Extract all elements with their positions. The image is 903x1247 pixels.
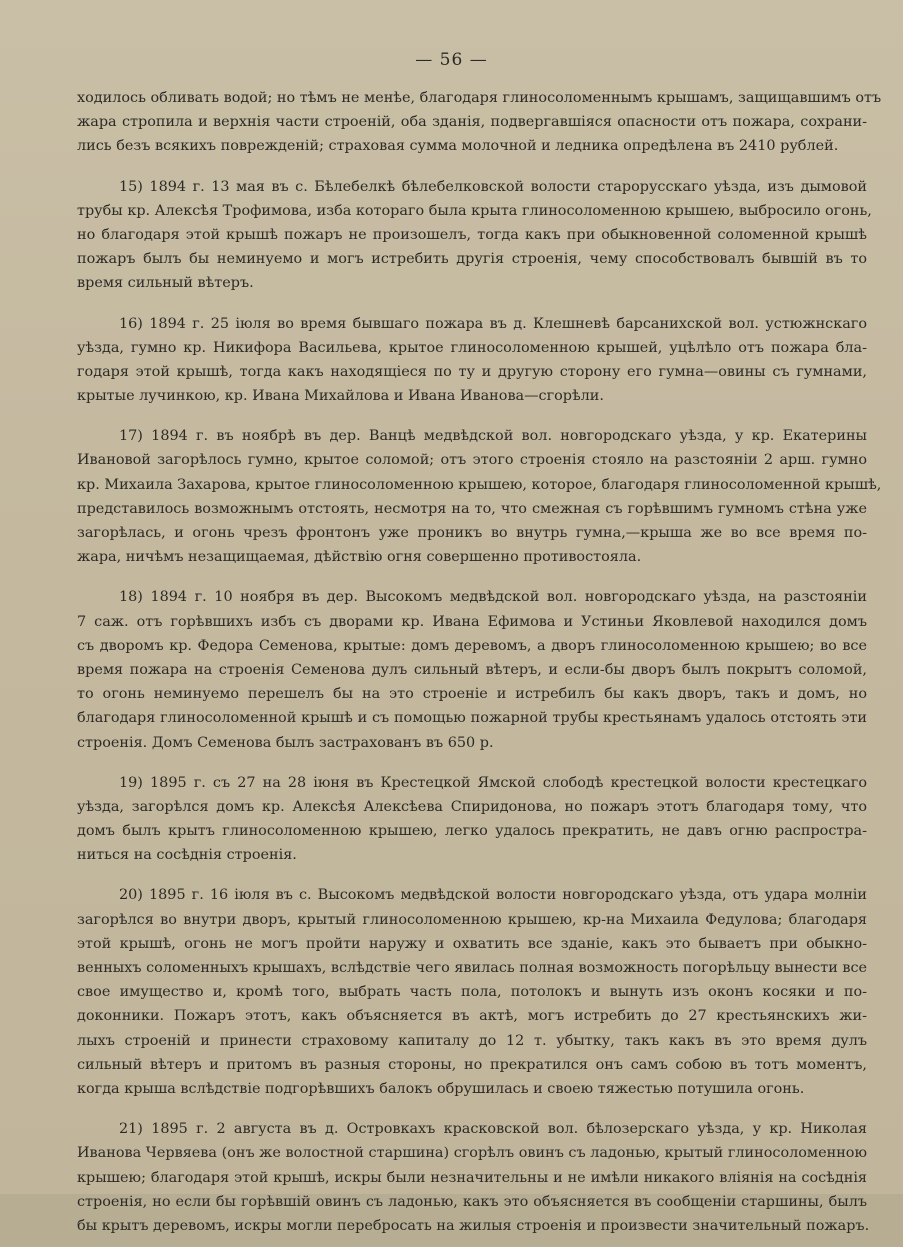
text-line: бы крытъ деревомъ, искры могли перебросать на жилыя строенія и произвести значительный пожаръ. (77, 1217, 870, 1234)
paragraph (77, 771, 867, 868)
text-line: лыхъ строеній и принести страховому капиталу до 12 т. убытку, такъ какъ въ это время дулъ (77, 1032, 867, 1049)
text-line: загорѣлась, и огонь чрезъ фронтонъ уже проникъ во внутрь гумна,—крыша же во все время по- (77, 525, 867, 541)
text-line: уѣзда, загорѣлся домъ кр. Алексѣя Алексѣева Спиридонова, но пожаръ этотъ благодаря тому, что (77, 798, 867, 815)
text-line: ниться на сосѣднія строенія. (77, 847, 297, 864)
text-line: 19) 1895 г. съ 27 на 28 іюня въ Крестецкой Ямской слободѣ крестецкой волости крестецкаго (119, 774, 867, 791)
text-line: трубы кр. Алексѣя Трофимова, изба котораго была крыта глиносоломенною крышею, выбросило огонь, (77, 202, 872, 219)
text-line: 21) 1895 г. 2 августа въ д. Островкахъ красковской вол. бѣлозерскаго уѣзда, у кр. Николая (119, 1121, 867, 1138)
text-line: строенія, но если бы горѣвшій овинъ съ ладонью, какъ это объясняется въ сообщеніи старшины, былъ (77, 1193, 867, 1210)
text-line: уѣзда, гумно кр. Никифора Васильева, крытое глиносоломенною крышей, уцѣлѣло отъ пожара бла- (77, 339, 867, 356)
text-line: жара стропила и верхнія части строеній, оба зданія, подвергавшіяся опасности отъ пожара, сохрани- (77, 114, 867, 131)
text-line: лись безъ всякихъ поврежденій; страховая сумма молочной и ледника опредѣлена въ 2410 рублей. (77, 138, 839, 155)
text-line: ходилось обливать водой; но тѣмъ не менѣе, благодаря глиносоломеннымъ крышамъ, защищавшимъ отъ (77, 90, 882, 106)
text-line: крытые лучинкою, кр. Ивана Михайлова и Ивана Иванова—сгорѣли. (77, 388, 604, 405)
text-line: этой крышѣ, огонь не могъ пройти наружу и охватить все зданіе, какъ это бываетъ при обыкно- (77, 935, 867, 952)
text-line: строенія. Домъ Семенова былъ застрахованъ въ 650 р. (77, 734, 494, 751)
text-line: время пожара на строенія Семенова дулъ сильный вѣтеръ, и если-бы дворъ былъ покрытъ соломой, (77, 661, 867, 678)
text-line: то огонь неминуемо перешелъ бы на это строеніе и истребилъ бы какъ дворъ, такъ и домъ, но (77, 686, 867, 703)
text-line: Ивановой загорѣлось гумно, крытое соломой; отъ этого строенія стояло на разстояніи 2 арш. гумно (77, 452, 867, 469)
text-line: но благодаря этой крышѣ пожаръ не произошелъ, тогда какъ при обыкновенной соломенной крышѣ (77, 226, 867, 243)
text-line: годаря этой крышѣ, тогда какъ находящіеся по ту и другую сторону его гумна—овины съ гумнами, (77, 363, 867, 380)
paragraph (77, 86, 882, 159)
text-line: крышею; благодаря этой крышѣ, искры были незначительны и не имѣли никакого вліянія на сосѣднія (77, 1169, 867, 1186)
text-line: пожаръ былъ бы неминуемо и могъ истребить другія строенія, чему способствовалъ бывшій въ то (77, 251, 867, 268)
paragraph (77, 175, 872, 296)
text-line: загорѣлся во внутри дворъ, крытый глиносоломенною крышею, кр-на Михаила Федулова; благодаря (77, 911, 867, 928)
text-line: 18) 1894 г. 10 ноября въ дер. Высокомъ медвѣдской вол. новгородскаго уѣзда, на разстояніи (119, 589, 867, 606)
paragraph (77, 585, 867, 754)
text-line: жара, ничѣмъ незащищаемая, дѣйствію огня совершенно противостояла. (77, 549, 642, 566)
text-line: Иванова Червяева (онъ же волостной старшина) сгорѣлъ овинъ съ ладонью, крытый глиносоломенною (77, 1145, 867, 1162)
text-line: 7 саж. отъ горѣвшихъ избъ съ дворами кр. Ивана Ефимова и Устиньи Яковлевой находился домъ (77, 613, 867, 630)
text-line: благодаря глиносоломенной крышѣ и съ помощью пожарной трубы крестьянамъ удалось отстоять эти (77, 710, 867, 727)
paragraph (77, 424, 882, 569)
text-line: кр. Михаила Захарова, крытое глиносоломенною крышею, которое, благодаря глиносоломенной крышѣ, (77, 476, 882, 493)
body-text (77, 86, 882, 1247)
text-line: сильный вѣтеръ и притомъ въ разныя стороны, но прекратился онъ самъ собою въ тотъ моментъ, (77, 1056, 867, 1073)
paragraph (77, 883, 867, 1101)
text-line: съ дворомъ кр. Федора Семенова, крытые: домъ деревомъ, а дворъ глиносоломенною крышею; во все (77, 637, 867, 654)
text-line: 15) 1894 г. 13 мая въ с. Бѣлебелкѣ бѣлебелковской волости старорусскаго уѣзда, изъ дымовой (119, 178, 867, 195)
text-line: когда крыша вслѣдствіе подгорѣвшихъ балокъ обрушилась и своею тяжестью потушила огонь. (77, 1080, 805, 1097)
text-line: венныхъ соломенныхъ крышахъ, вслѣдствіе чего явилась полная возможность погорѣльцу вынести все (77, 960, 868, 976)
text-line: свое имущество и, кромѣ того, выбрать часть пола, потолокъ и вынуть изъ оконъ косяки и по- (77, 984, 867, 1001)
text-line: 20) 1895 г. 16 іюля въ с. Высокомъ медвѣдской волости новгородскаго уѣзда, отъ удара молніи (119, 887, 867, 904)
text-line: доконники. Пожаръ этотъ, какъ объясняется въ актѣ, могъ истребить до 27 крестьянскихъ жи- (77, 1008, 867, 1025)
text-line: 17) 1894 г. въ ноябрѣ въ дер. Ванцѣ медвѣдской вол. новгородскаго уѣзда, у кр. Екатерины (119, 428, 867, 445)
text-line: время сильный вѣтеръ. (77, 275, 254, 292)
text-line: 16) 1894 г. 25 іюля во время бывшаго пожара въ д. Клешневѣ барсанихской вол. устюжнскаго (119, 315, 867, 332)
paragraph (77, 312, 867, 409)
text-line: домъ былъ крытъ глиносоломенною крышею, легко удалось прекратить, не давъ огню распростра- (77, 823, 867, 840)
text-line: представилось возможнымъ отстоять, несмотря на то, что смежная съ горѣвшимъ гумномъ стѣна уже (77, 500, 867, 517)
paragraph (77, 1117, 870, 1238)
page-number: — 56 — (415, 50, 488, 70)
